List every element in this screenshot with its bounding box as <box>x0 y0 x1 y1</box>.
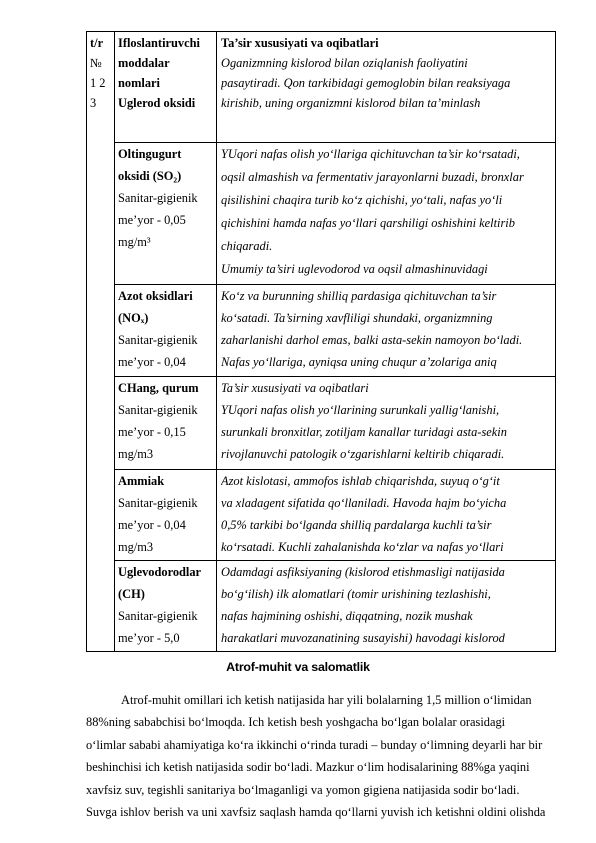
body-paragraph <box>86 689 556 823</box>
pollutant-norm-line: Sanitar-gigienik <box>118 191 198 205</box>
pollutant-norm-line: mg/m³ <box>118 235 151 249</box>
row-so2-effect <box>221 143 555 283</box>
header-effect-line: Oganizmning kislorod bilan oziqlanish faoliyatini <box>221 56 468 70</box>
row-ammonia-effect <box>221 470 555 559</box>
paragraph-line: Atrof-muhit omillari ich ketish natijasida har yili bolalarning 1,5 million o‘limidan <box>121 693 532 707</box>
effect-line: 0,5% tarkibi bo‘lganda shilliq pardalarga kuchli ta’sir <box>221 518 492 532</box>
header-number-line: № <box>90 56 102 70</box>
pollutant-norm-line: Sanitar-gigienik <box>118 403 198 417</box>
effect-line: harakatlari muvozanatining susayishi) havodagi kislorod <box>221 631 505 645</box>
effect-line: Azot kislotasi, ammofos ishlab chiqarishda, suyuq o‘g‘it <box>221 474 500 488</box>
header-pollutant-line: Ifloslantiruvchi <box>118 36 200 50</box>
row-hydrocarbons-pollutant <box>118 561 215 651</box>
effect-line: YUqori nafas olish yo‘llariga qichituvchan ta’sir ko‘rsatadi, <box>221 147 520 161</box>
paragraph-line: xavfsiz suv, tegishli sanitariya bo‘lmaganligi va yomon gigiena natijasida sodir bo‘ladi. <box>86 782 520 797</box>
row-nox-pollutant <box>118 285 215 375</box>
effect-line: Ko‘z va burunning shilliq pardasiga qichituvchan ta’sir <box>221 289 497 303</box>
header-number-line: t/r <box>90 36 104 50</box>
effect-line: zaharlanishi darhol emas, balki asta-sekin namoyon bo‘ladi. <box>221 333 523 347</box>
effect-line: va xladagent sifatida qo‘llaniladi. Havoda hajm bo‘yicha <box>221 496 507 510</box>
pollutant-name-line: (NOₓ) <box>118 311 149 325</box>
effect-line: rivojlanuvchi patologik o‘zgarishlarni keltirib chiqaradi. <box>221 447 505 461</box>
row-dust-pollutant <box>118 377 215 468</box>
effect-line: qisilishini chaqira turib ko‘z qichishi, yo‘tali, nafas yo‘li <box>221 193 503 207</box>
header-number-cell <box>90 33 114 141</box>
pollutant-name-line: (CH) <box>118 587 145 601</box>
header-pollutant-line: nomlari <box>118 76 160 90</box>
table-col-divider-1 <box>114 32 115 651</box>
pollutant-norm-line: Sanitar-gigienik <box>118 609 198 623</box>
paragraph-line: beshinchisi ich ketish natijasida sodir bo‘ladi. Mazkur o‘lim hodisalarining 88%ga yaqini <box>86 760 530 775</box>
pollutants-table <box>86 31 556 652</box>
effect-line: ko‘satadi. Ta’sirning xavfliligi shundaki, organizmning <box>221 311 493 325</box>
pollutant-name-line: Uglevodorodlar <box>118 565 202 579</box>
effect-line: Odamdagi asfiksiyaning (kislorod etishmasligi natijasida <box>221 565 505 579</box>
pollutant-norm-line: me’yor - 5,0 <box>118 631 180 645</box>
header-effect-line: kirishib, uning organizmni kislorod bilan ta’minlash <box>221 96 481 110</box>
pollutant-norm-line: me’yor - 0,15 <box>118 425 186 439</box>
effect-line: ko‘rsatadi. Kuchli zahalanishda ko‘zlar va nafas yo‘llari <box>221 540 504 554</box>
row-ammonia-pollutant <box>118 470 215 559</box>
effect-line: oqsil almashish va fermentativ jarayonlarni buzadi, bronxlar <box>221 170 524 184</box>
effect-line: nafas hajmining oshishi, diqqatning, nozik mushak <box>221 609 473 623</box>
pollutant-norm-line: me’yor - 0,04 <box>118 355 186 369</box>
table-col-divider-2 <box>216 32 217 651</box>
header-number-line: 1 2 <box>90 76 106 90</box>
pollutant-name-line: oksidi (SO₂) <box>118 169 182 183</box>
effect-line: chiqaradi. <box>221 239 273 253</box>
row-hydrocarbons-effect <box>221 561 555 651</box>
pollutant-norm-line: mg/m3 <box>118 540 154 554</box>
header-effect-title: Ta’sir xususiyati va oqibatlari <box>221 36 379 50</box>
header-pollutant-line: moddalar <box>118 56 170 70</box>
pollutant-norm-line: Sanitar-gigienik <box>118 333 198 347</box>
effect-line: YUqori nafas olish yo‘llarining surunkali yallig‘lanishi, <box>221 403 500 417</box>
effect-line: Nafas yo‘llariga, ayniqsa uning chuqur a’zolariga aniq <box>221 355 497 369</box>
effect-line: surunkali bronxitlar, zotiljam kanallar turidagi asta-sekin <box>221 425 507 439</box>
effect-line: Umumiy ta’siri uglevodorod va oqsil almashinuvidagi <box>221 262 488 276</box>
paragraph-line: Suvga ishlov berish va uni xavfsiz saqlash hamda qo‘llarni yuvish ich ketishni oldini olishda <box>86 805 546 820</box>
pollutant-name-line: CHang, qurum <box>118 381 199 395</box>
header-pollutant-cell <box>118 33 215 141</box>
paragraph-line: 88%ning sababchisi bo‘lmoqda. Ich ketish besh yoshgacha bo‘lgan bolalar orasidagi <box>86 715 506 730</box>
effect-line: Ta’sir xususiyati va oqibatlari <box>221 381 369 395</box>
section-title: Atrof-muhit va salomatlik <box>226 660 370 674</box>
row-so2-pollutant <box>118 143 215 283</box>
row-nox-effect <box>221 285 555 375</box>
pollutant-name-line: Oltingugurt <box>118 147 182 161</box>
pollutant-norm-line: me’yor - 0,05 <box>118 213 186 227</box>
effect-line: bo‘g‘ilish) ilk alomatlari (tomir urishining tezlashishi, <box>221 587 491 601</box>
header-effect-line: pasaytiradi. Qon tarkibidagi gemoglobin bilan reaksiyaga <box>221 76 511 90</box>
pollutant-name-line: Ammiak <box>118 474 165 488</box>
pollutant-norm-line: mg/m3 <box>118 447 154 461</box>
pollutant-norm-line: Sanitar-gigienik <box>118 496 198 510</box>
header-pollutant-line: Uglerod oksidi <box>118 96 196 110</box>
row-dust-effect <box>221 377 555 468</box>
pollutant-name-line: Azot oksidlari <box>118 289 193 303</box>
effect-line: qichishini hamda nafas yo‘llari qarshiligi oshishini keltirib <box>221 216 515 230</box>
paragraph-line: o‘limlar sababi ahamiyatiga ko‘ra ikkinchi o‘rinda turadi – bunday o‘limning deyarli har bir <box>86 737 543 752</box>
header-effect-cell <box>221 33 553 141</box>
pollutant-norm-line: me’yor - 0,04 <box>118 518 186 532</box>
header-number-line: 3 <box>90 96 97 110</box>
